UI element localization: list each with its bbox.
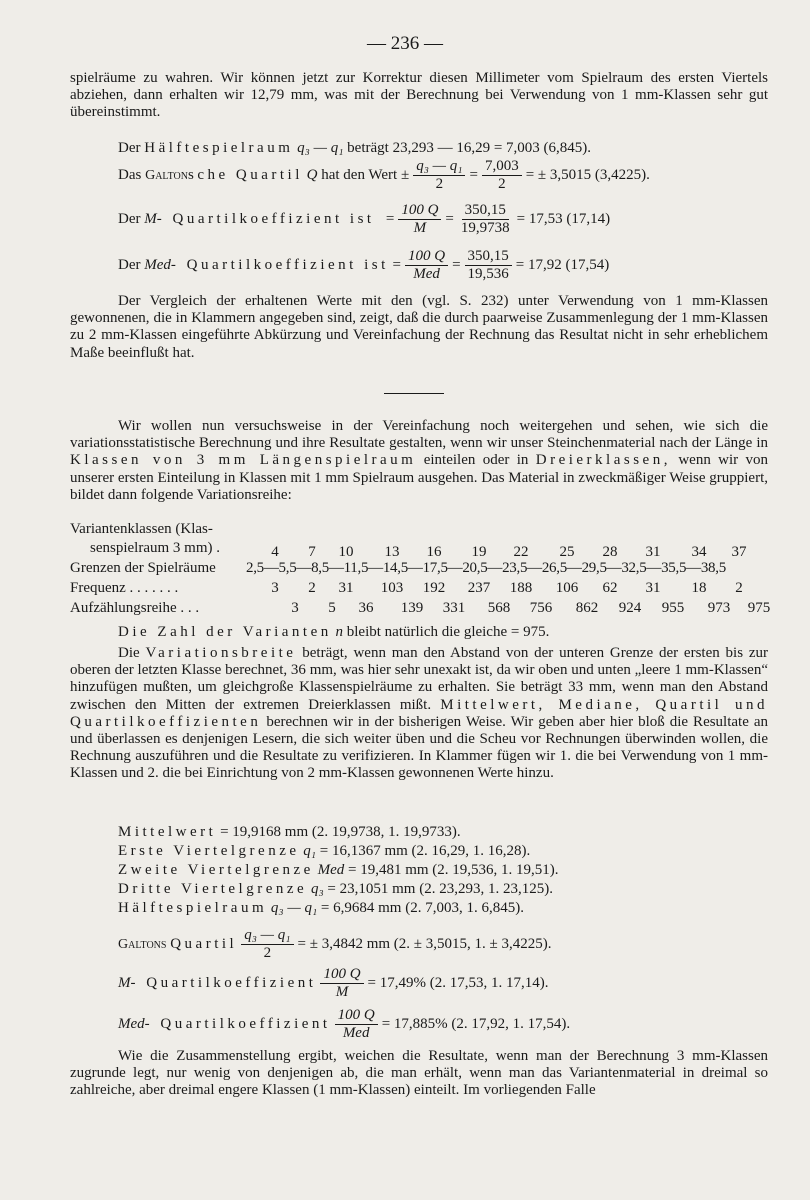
spaced-term: Dritte Viertelgrenze xyxy=(118,881,308,897)
table-cell: 2 xyxy=(735,580,743,596)
paragraph-3-text xyxy=(70,418,768,504)
formula-text: Der xyxy=(118,257,141,273)
equals-sign: = xyxy=(469,167,478,183)
text-run: einteilen oder in xyxy=(423,452,529,469)
spaced-term: Mittelwert, Mediane, Quartil und Quartilkoeffizienten xyxy=(70,696,768,730)
fraction-denominator: 2 xyxy=(263,945,272,961)
table-label-classes-cont: senspielraum 3 mm) . xyxy=(90,540,220,556)
table-cell: 31 xyxy=(645,580,661,596)
result-erste-viertelgrenze xyxy=(118,843,810,860)
formula-med-quartilkoeffizient xyxy=(118,248,810,283)
result-value: = 17,49% (2. 17,53, 1. 17,14). xyxy=(367,975,549,991)
result-value: = 23,1051 mm (2. 23,293, 1. 23,125). xyxy=(327,881,553,897)
text-run: Die xyxy=(118,645,140,661)
fraction-numerator: q₃ — q₁ xyxy=(241,927,293,945)
table-bounds-values: 2,5—5,5—8,5—11,5—14,5—17,5—20,5—23,5—26,5—29,5—32,5—35,5—38,5 xyxy=(246,560,726,576)
formula-variable: n xyxy=(335,624,344,640)
table-cell: 36 xyxy=(358,600,374,616)
table-cell: 10 xyxy=(338,544,354,560)
fraction-denominator: M xyxy=(335,984,349,1000)
table-cell: 62 xyxy=(602,580,618,596)
table-cell: 18 xyxy=(691,580,707,596)
page-number: — 236 — xyxy=(367,33,443,54)
table-cell: 37 xyxy=(731,544,747,560)
paragraph-2-text: Der Vergleich der erhaltenen Werte mit den (vgl. S. 232) unter Verwendung von 1 mm-Klassen gewonnenen, die in Klammern angegeben sind, zeigt, daß die durch paarweise Zusammenlegung der 1 mm-Klassen zu 2 mm-Klassen eingeführte Abkürzung und Vereinfachung der Rechnung das Resultat nicht in sehr erheblichem Maße beeinflußt hat. xyxy=(70,293,768,361)
table-label-bounds: Grenzen der Spielräume xyxy=(70,560,216,576)
paragraph-4 xyxy=(70,645,768,783)
fraction-numerator: q₃ — q₁ xyxy=(413,158,465,176)
spaced-term: sche Quartil xyxy=(187,167,303,183)
text-run: berechnen wir in der bisherigen Weise. Wir geben aber hier bloß die Resultate an und überlassen es denjenigen Lesern, die sich weiter üben und die Scheu vor Rechnungen überwinden wollen, die Rechnung auszuführen und die Resultate zu verifizieren. In Klammer fügen wir 1. die bei Verwendung von 1 mm-Klassen und 2. die bei Einrichtung von 2 mm-Klassen gewonnenen Werte hinzu. xyxy=(70,713,769,782)
section-divider xyxy=(384,393,444,394)
equals-sign: = xyxy=(445,211,454,227)
spaced-term: Hälftespielraum xyxy=(118,900,268,916)
fraction-denominator: 2 xyxy=(435,176,444,192)
formula-text: hat den Wert ± xyxy=(321,167,410,183)
fraction xyxy=(465,248,512,283)
table-cell: 22 xyxy=(513,544,529,560)
formula-text: = 17,53 (17,14) xyxy=(516,211,611,227)
text-run: wenn wir von unserer ersten Einteilung in Klassen mit 1 mm Spielraum ausgehen. Das Material in zweckmäßiger Weise gruppiert, bildet dann folgende Variationsreihe: xyxy=(70,452,769,503)
result-value: = 17,885% (2. 17,92, 1. 17,54). xyxy=(381,1016,571,1032)
table-cell: 28 xyxy=(602,544,618,560)
paragraph-2 xyxy=(70,293,768,362)
fraction xyxy=(405,248,448,283)
table-cell: 975 xyxy=(747,600,771,616)
text-run: Wir wollen nun versuchsweise in der Vereinfachung noch weitergehen und sehen, wie sich die variationsstatistische Berechnung und ihre Resultate gestalten, wenn wir unser Steinchenmaterial nach der Länge in xyxy=(70,418,768,452)
fraction xyxy=(482,158,522,193)
formula-variable: q₃ — q₁ xyxy=(270,900,318,916)
formula-variable: q₃ xyxy=(310,881,324,897)
fraction-numerator: 100 Q xyxy=(335,1007,378,1025)
result-dritte-viertelgrenze xyxy=(118,881,810,898)
equals-sign: = xyxy=(392,257,401,273)
fraction-numerator: 7,003 xyxy=(482,158,522,176)
formula-variable: Med xyxy=(317,862,345,878)
fraction xyxy=(320,966,363,1001)
spaced-term: - Quartilkoeffizient xyxy=(130,975,317,991)
spaced-term: Erste Viertelgrenze xyxy=(118,843,300,859)
fraction xyxy=(458,202,513,237)
formula-variable: Q xyxy=(306,167,318,183)
name-smallcaps: Galton xyxy=(145,168,188,183)
table-cell: 237 xyxy=(467,580,491,596)
paragraph-5-text: Wie die Zusammenstellung ergibt, weichen die Resultate, wenn man der Berechnung 3 mm-Klassen zugrunde legt, nur wenig von denjenigen ab, die man erhält, wenn man das Variantenmaterial in dreimal so zahlreiche, aber dreimal engere Klassen (1 mm-Klassen) einteilt. Im vorliegenden Falle xyxy=(70,1048,768,1099)
spaced-term: Variationsbreite xyxy=(145,645,297,661)
table-cell: 973 xyxy=(707,600,731,616)
table-cell: 31 xyxy=(645,544,661,560)
fraction-denominator: 2 xyxy=(498,176,506,192)
paragraph-1-text: spielräume zu wahren. Wir können jetzt zur Korrektur diesen Millimeter vom Spielraum des ersten Viertels abziehen, dann erhalten wir 12,79 mm, was mit der Berechnung bei Verwendung von 1 mm-Klassen sehr gut übereinstimmt. xyxy=(70,70,768,121)
table-cell: 4 xyxy=(271,544,279,560)
formula-variable: q₁ xyxy=(303,843,316,859)
paragraph-1 xyxy=(70,70,768,122)
fraction-denominator: Med xyxy=(342,1025,370,1041)
formula-variable: M xyxy=(118,975,131,991)
line-zahl-der-varianten xyxy=(118,624,810,641)
fraction xyxy=(241,927,293,962)
table-cell: 13 xyxy=(384,544,400,560)
formula-text: = ± 3,5015 (3,4225). xyxy=(525,167,650,183)
table-label-cumulative: Aufzählungsreihe . . . xyxy=(70,600,200,616)
spaced-term: - Quartilkoeffizient ist xyxy=(156,211,375,227)
table-cell: 924 xyxy=(618,600,642,616)
table-label-classes: Variantenklassen (Klas- xyxy=(70,521,213,537)
result-zweite-viertelgrenze xyxy=(118,862,810,879)
table-cell: 3 xyxy=(291,600,299,616)
table-cell: 3 xyxy=(271,580,279,596)
table-cell: 192 xyxy=(422,580,446,596)
fraction-numerator: 100 Q xyxy=(405,248,448,266)
result-value: = 6,9684 mm (2. 7,003, 1. 6,845). xyxy=(320,900,524,916)
table-cell: 16 xyxy=(426,544,442,560)
table-cell: 19 xyxy=(471,544,487,560)
result-m-quartilkoeffizient xyxy=(118,966,810,1001)
table-cell: 7 xyxy=(308,544,316,560)
table-cell: 103 xyxy=(380,580,404,596)
spaced-term: - Quartilkoeffizient ist xyxy=(170,257,389,273)
formula-text: bleibt natürlich die gleiche = 975. xyxy=(346,624,550,640)
formula-text: Der xyxy=(118,211,141,227)
paragraph-4-text xyxy=(70,645,768,783)
spaced-term: Mittelwert xyxy=(118,824,217,840)
fraction-denominator: Med xyxy=(413,266,440,282)
formula-galton-quartil xyxy=(118,158,810,193)
result-med-quartilkoeffizient xyxy=(118,1007,810,1042)
result-value: = 16,1367 mm (2. 16,29, 1. 16,28). xyxy=(319,843,531,859)
spaced-term: Klassen von 3 mm Längenspielraum xyxy=(70,452,417,469)
equals-sign: = xyxy=(452,257,461,273)
table-cell: 106 xyxy=(555,580,579,596)
equals-sign: = xyxy=(385,211,395,227)
spaced-term: Dreierklassen, xyxy=(535,452,671,469)
fraction-numerator: 100 Q xyxy=(398,202,441,220)
fraction-denominator: 19,9738 xyxy=(460,220,510,236)
spaced-term: Quartil xyxy=(170,936,238,952)
formula-text: beträgt 23,293 — 16,29 = 7,003 (6,845). xyxy=(347,140,592,156)
result-value: = ± 3,4842 mm (2. ± 3,5015, 1. ± 3,4225). xyxy=(297,936,552,952)
table-cell: 34 xyxy=(691,544,707,560)
fraction-numerator: 350,15 xyxy=(465,248,512,266)
spaced-term: Zweite Viertelgrenze xyxy=(118,862,314,878)
paragraph-3 xyxy=(70,418,768,504)
formula-expression: q₃ — q₁ xyxy=(297,140,344,156)
formula-variable: Med xyxy=(144,257,171,273)
fraction-denominator: 19,536 xyxy=(467,266,509,282)
table-cell: 2 xyxy=(308,580,316,596)
table-label-frequency: Frequenz . . . . . . . xyxy=(70,580,179,596)
fraction xyxy=(413,158,465,193)
text-run: beträgt, wenn man den Abstand von der unteren Grenze der ersten bis zur oberen der letzten Klasse berechnet, 36 mm, was hier sehr unexakt ist, da wir oben und unten „leere 1 mm-Klassen“ hinzufügen mußten, um gleichgroße Klassenspielräume zu erhalten. Sie beträgt 33 mm, wenn man den Abstand zwischen den Mitten der extremen Dreierklassen mißt. xyxy=(70,645,769,713)
result-haelftespielraum xyxy=(118,900,810,917)
formula-m-quartilkoeffizient xyxy=(118,202,810,237)
result-mittelwert xyxy=(118,824,810,841)
table-cell: 25 xyxy=(559,544,575,560)
formula-haelftespielraum xyxy=(118,140,810,157)
fraction-numerator: 100 Q xyxy=(320,966,363,984)
table-cell: 188 xyxy=(509,580,533,596)
paragraph-5 xyxy=(70,1048,768,1100)
table-cell: 5 xyxy=(328,600,336,616)
fraction xyxy=(335,1007,378,1042)
formula-text: Der xyxy=(118,140,141,156)
table-cell: 139 xyxy=(400,600,424,616)
spaced-term: - Quartilkoeffizient xyxy=(144,1016,331,1032)
table-cell: 568 xyxy=(487,600,511,616)
spaced-term: Die Zahl der Varianten xyxy=(118,624,332,640)
table-cell: 331 xyxy=(442,600,466,616)
formula-text: = 17,92 (17,54) xyxy=(515,257,610,273)
name-smallcaps: Galtons xyxy=(118,937,167,952)
formula-text: Das xyxy=(118,167,142,183)
table-cell: 756 xyxy=(529,600,553,616)
table-cell: 862 xyxy=(575,600,599,616)
spaced-term: Hälftespielraum xyxy=(144,140,294,156)
table-cell: 955 xyxy=(661,600,685,616)
fraction xyxy=(398,202,441,237)
result-galtons-quartil xyxy=(118,927,810,962)
formula-variable: M xyxy=(144,211,157,227)
table-cell: 31 xyxy=(338,580,354,596)
fraction-numerator: 350,15 xyxy=(462,202,509,220)
fraction-denominator: M xyxy=(413,220,427,236)
result-value: = 19,481 mm (2. 19,536, 1. 19,51). xyxy=(348,862,559,878)
formula-variable: Med xyxy=(118,1016,145,1032)
result-value: = 19,9168 mm (2. 19,9738, 1. 19,9733). xyxy=(220,824,461,840)
